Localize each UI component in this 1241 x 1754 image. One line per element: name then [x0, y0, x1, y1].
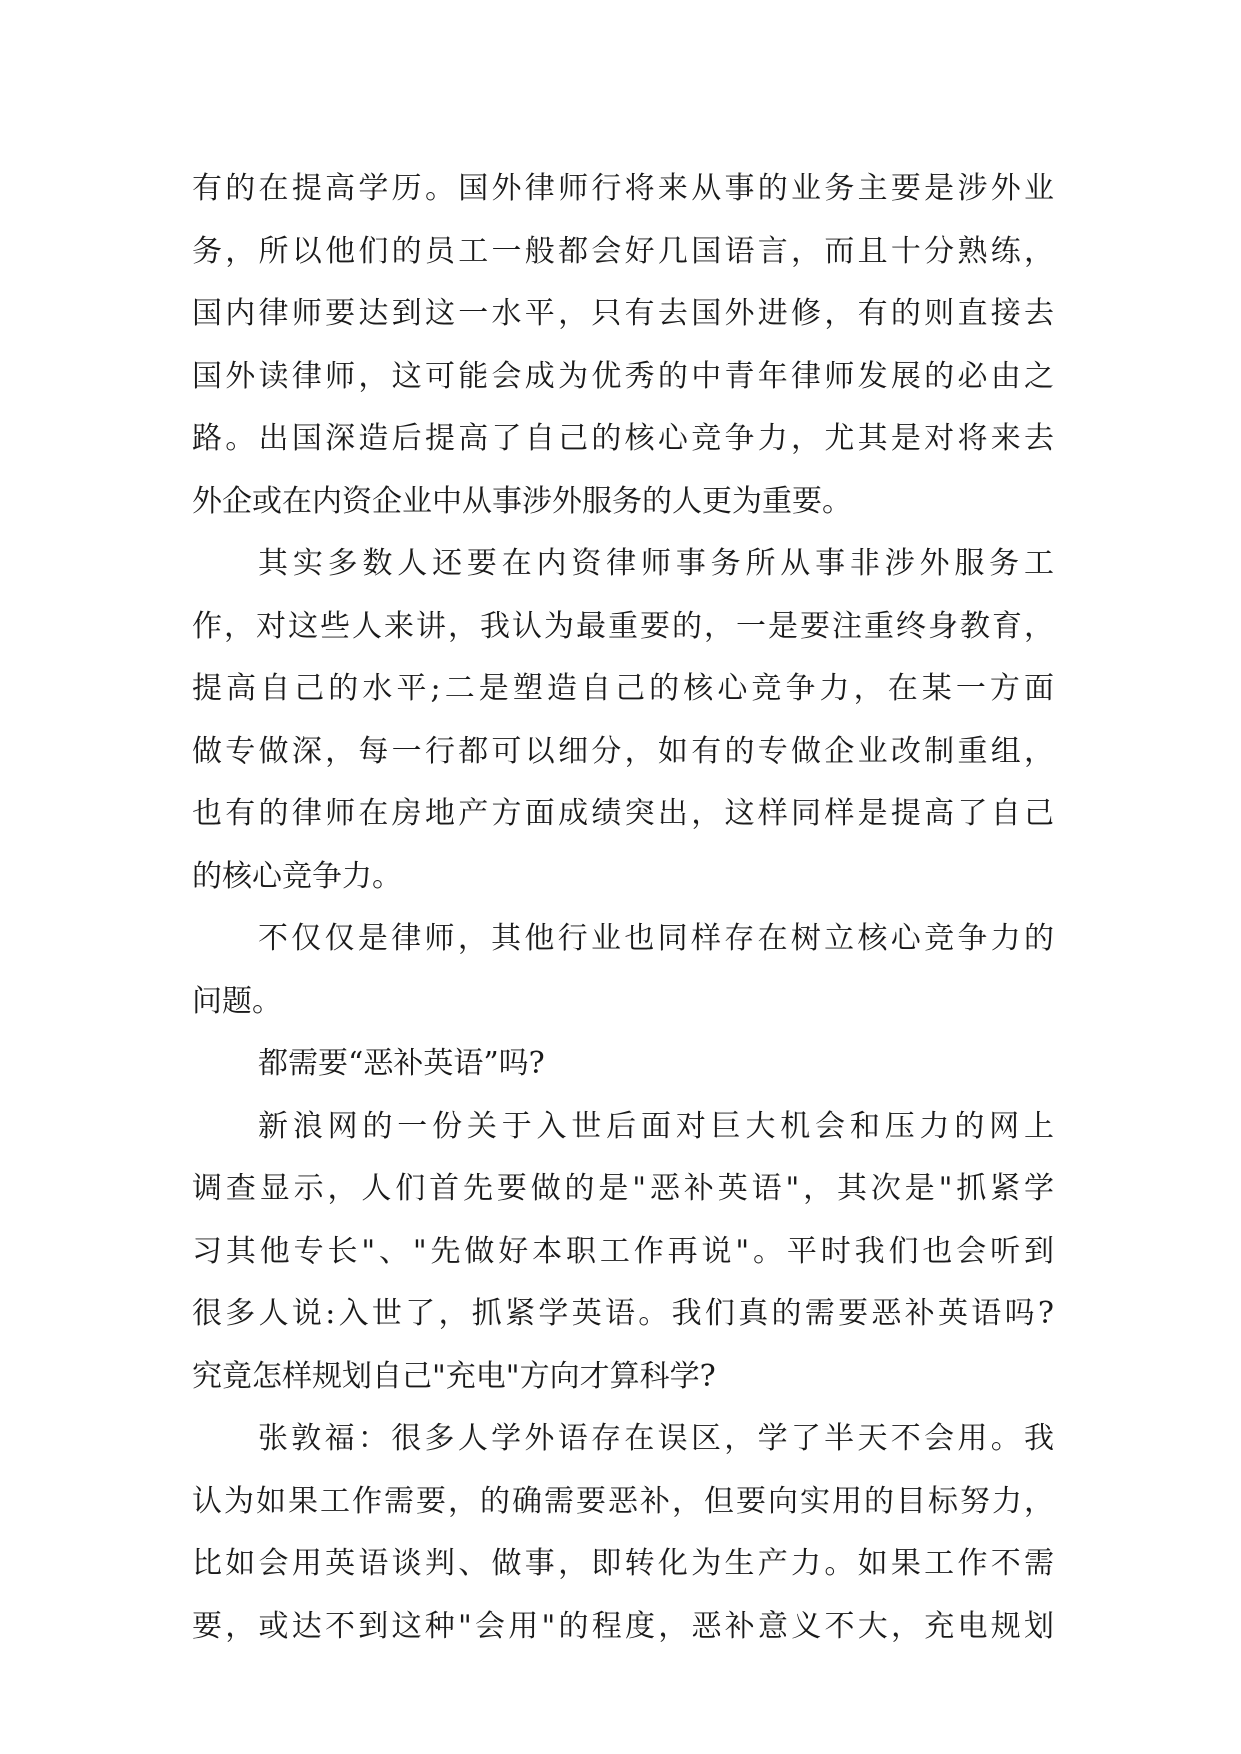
text-line: 做专做深，每一行都可以细分，如有的专做企业改制重组，: [192, 733, 1054, 769]
text-line: 提高自己的水平;二是塑造自己的核心竞争力，在某一方面: [192, 671, 1054, 706]
text-line: 务，所以他们的员工一般都会好几国语言，而且十分熟练，: [192, 233, 1054, 269]
text-line: 习其他专长"、"先做好本职工作再说"。平时我们也会听到: [192, 1233, 1054, 1269]
text-line: 有的在提高学历。国外律师行将来从事的业务主要是涉外业: [192, 171, 1054, 206]
text-line: 其实多数人还要在内资律师事务所从事非涉外服务工: [258, 546, 1054, 581]
text-line: 路。出国深造后提高了自己的核心竞争力，尤其是对将来去: [192, 421, 1054, 456]
text-line: 究竟怎样规划自己"充电"方向才算科学?: [192, 1358, 716, 1394]
text-line: 国内律师要达到这一水平，只有去国外进修，有的则直接去: [192, 296, 1054, 331]
text-line: 国外读律师，这可能会成为优秀的中青年律师发展的必由之: [192, 358, 1054, 394]
document-body: [192, 158, 1054, 1658]
text-line: 也有的律师在房地产方面成绩突出，这样同样是提高了自己: [192, 796, 1054, 831]
text-line: 的核心竞争力。: [192, 858, 402, 894]
text-line: 认为如果工作需要，的确需要恶补，但要向实用的目标努力，: [192, 1483, 1054, 1519]
section-heading: 都需要“恶补英语”吗?: [258, 1046, 545, 1081]
text-line: 不仅仅是律师，其他行业也同样存在树立核心竞争力的: [258, 921, 1054, 956]
text-line: 问题。: [192, 983, 282, 1019]
text-line: 新浪网的一份关于入世后面对巨大机会和压力的网上: [258, 1108, 1054, 1144]
text-line: 作，对这些人来讲，我认为最重要的，一是要注重终身教育，: [192, 608, 1054, 644]
text-line: 张敦福：很多人学外语存在误区，学了半天不会用。我: [258, 1421, 1054, 1456]
text-line: 很多人说:入世了，抓紧学英语。我们真的需要恶补英语吗?: [192, 1296, 1054, 1331]
text-line: 比如会用英语谈判、做事，即转化为生产力。如果工作不需: [192, 1546, 1054, 1581]
text-line: 外企或在内资企业中从事涉外服务的人更为重要。: [192, 483, 852, 519]
text-line: 要，或达不到这种"会用"的程度，恶补意义不大，充电规划: [192, 1608, 1054, 1644]
text-line: 调查显示，人们首先要做的是"恶补英语"，其次是"抓紧学: [192, 1171, 1054, 1206]
